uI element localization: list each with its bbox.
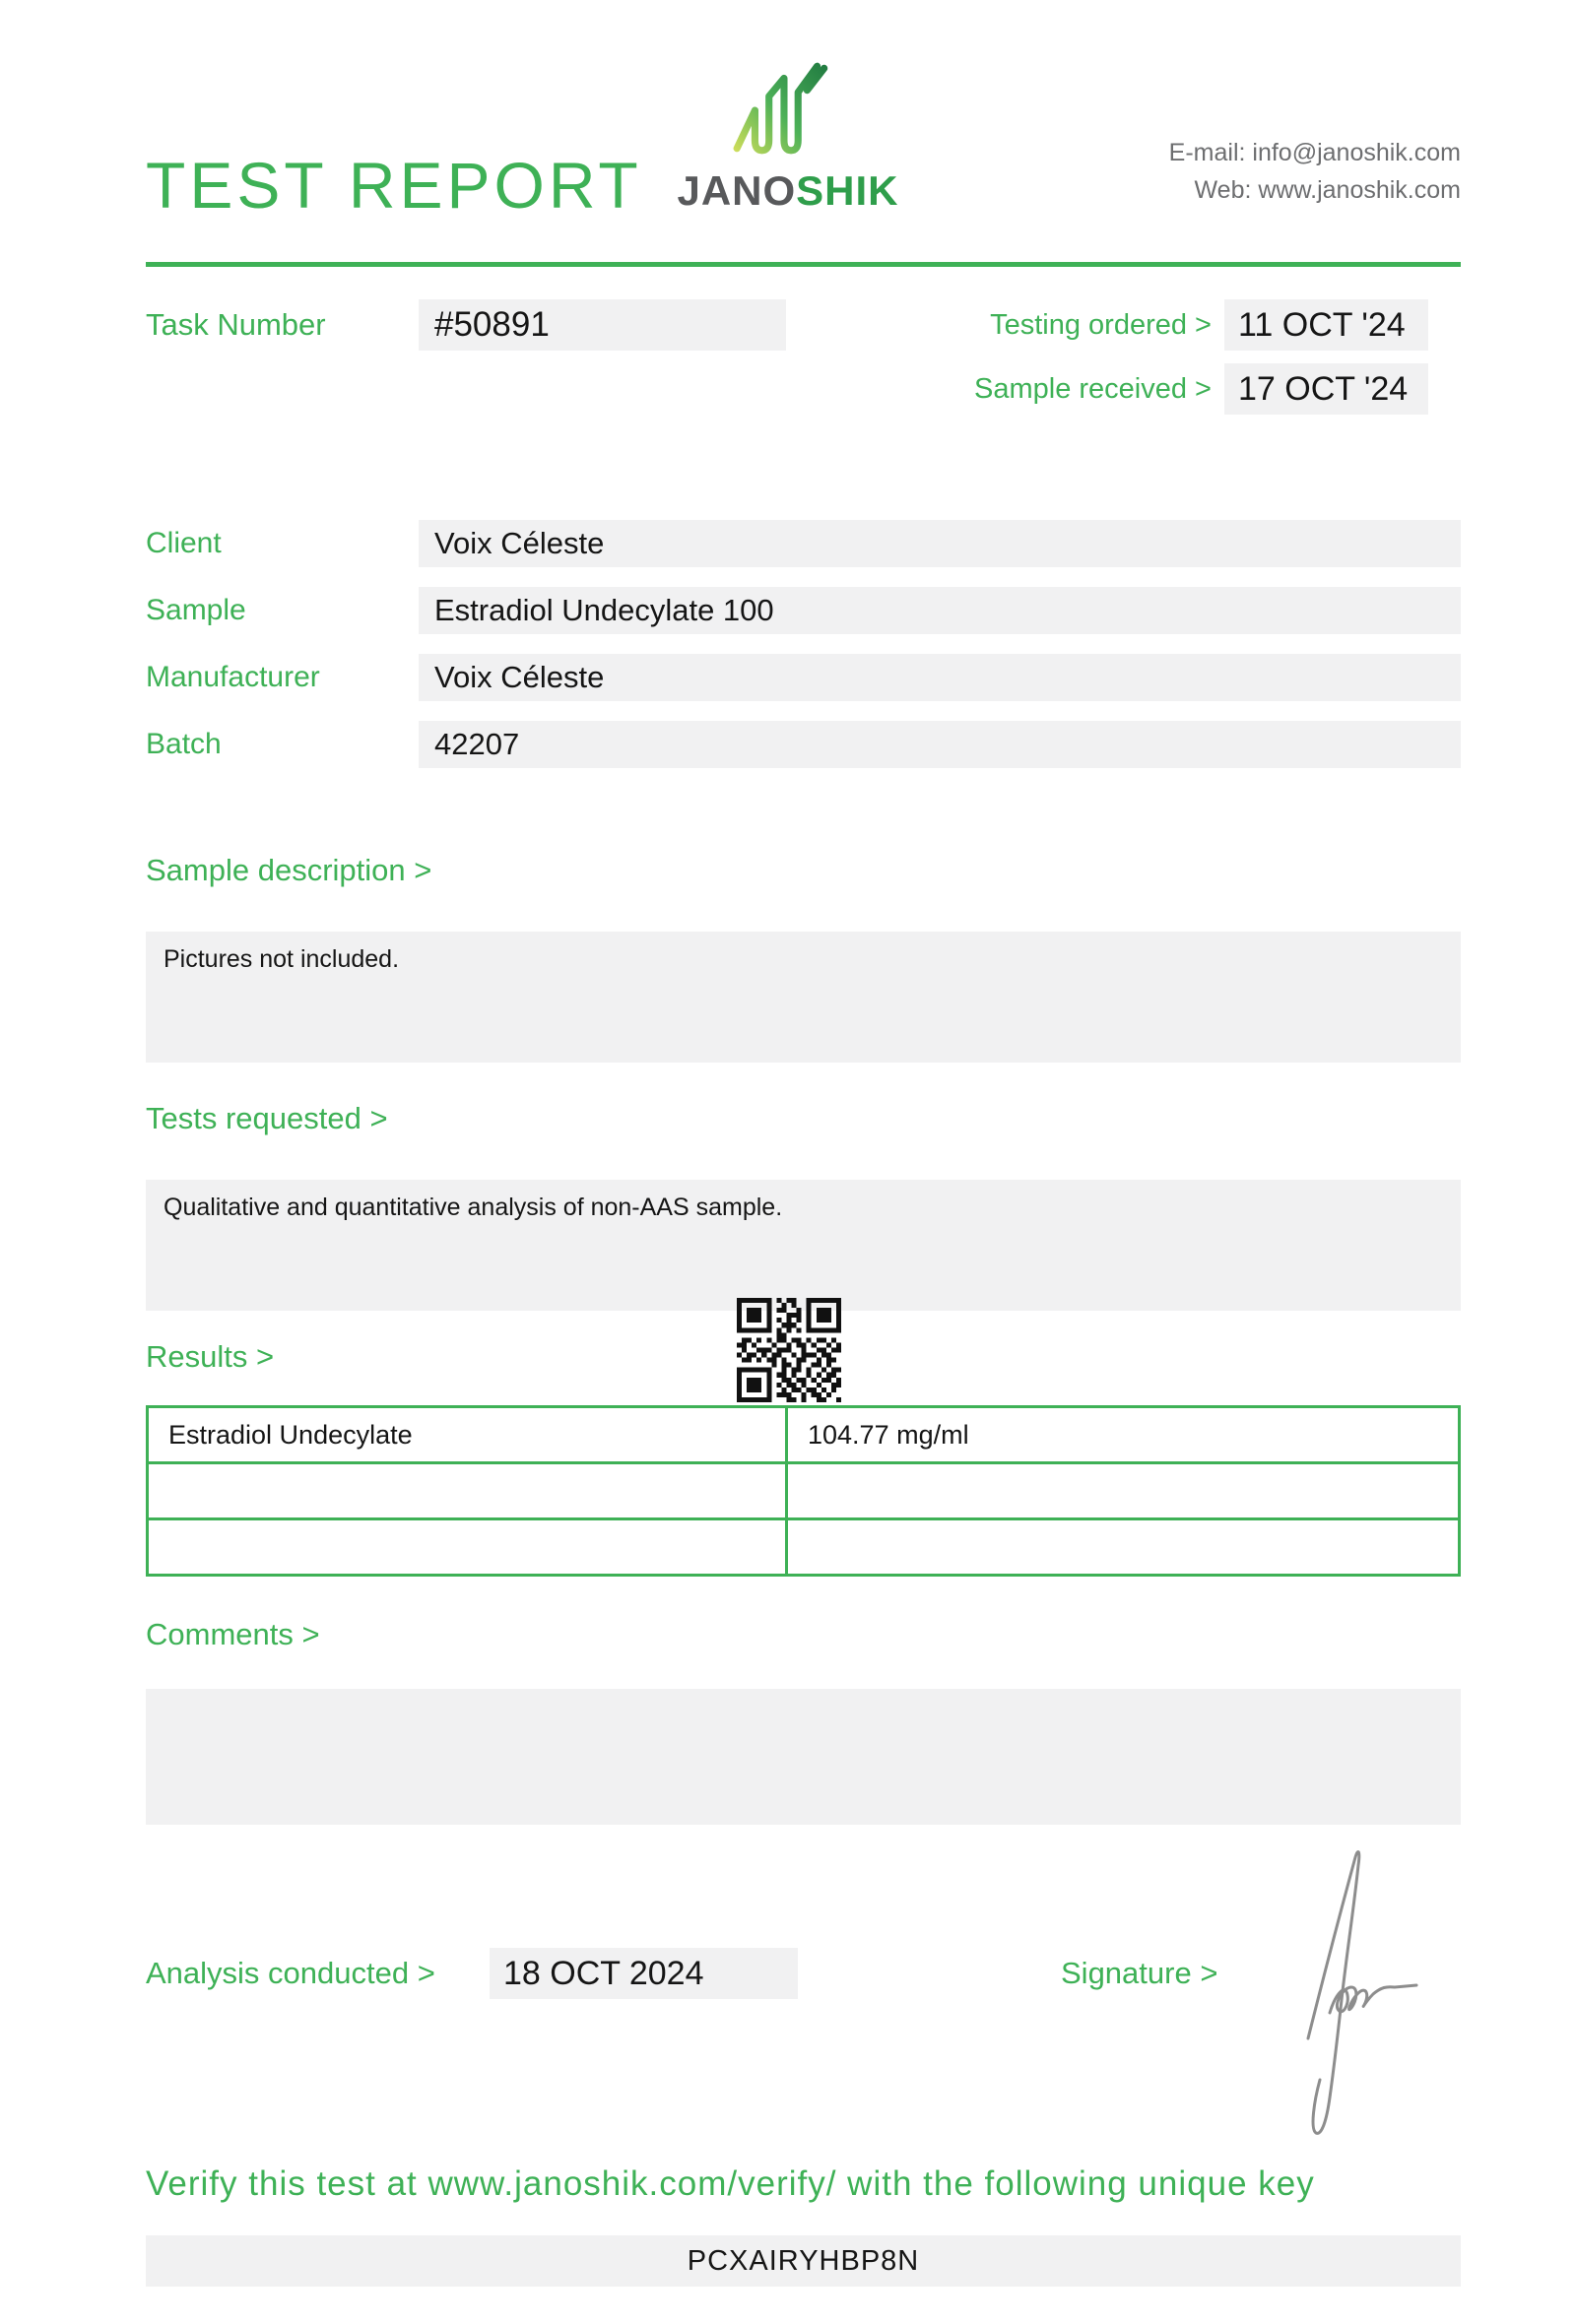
- email-line: E-mail: info@janoshik.com: [1168, 139, 1461, 166]
- sample-value: Estradiol Undecylate 100: [419, 587, 1461, 634]
- logo-wordmark: [640, 167, 936, 215]
- result-analyte: [148, 1519, 787, 1576]
- result-analyte: [148, 1463, 787, 1519]
- tests-requested-box: Qualitative and quantitative analysis of non-AAS sample.: [146, 1180, 1461, 1311]
- result-value: [787, 1463, 1460, 1519]
- sample-received-label: Sample received >: [974, 373, 1212, 405]
- contact-block: [1169, 134, 1461, 209]
- logo-jano: JANO: [677, 167, 797, 214]
- task-number-value: #50891: [419, 299, 786, 351]
- result-value: 104.77 mg/ml: [787, 1407, 1460, 1463]
- sample-description-box: Pictures not included.: [146, 932, 1461, 1063]
- client-value: Voix Céleste: [419, 520, 1461, 567]
- task-number-label: Task Number: [146, 307, 326, 342]
- web-line: Web: www.janoshik.com: [1194, 176, 1461, 204]
- table-row: [148, 1407, 1460, 1463]
- analysis-conducted-label: Analysis conducted >: [146, 1956, 435, 1990]
- manufacturer-label: Manufacturer: [146, 661, 320, 693]
- comments-box: [146, 1689, 1461, 1825]
- sample-description-heading: Sample description >: [146, 853, 432, 887]
- growth-chart-icon: [731, 57, 841, 160]
- sample-received-value: 17 OCT '24: [1224, 363, 1428, 415]
- results-table: [146, 1405, 1461, 1577]
- sample-label: Sample: [146, 594, 246, 626]
- testing-ordered-value: 11 OCT '24: [1224, 299, 1428, 351]
- result-analyte: Estradiol Undecylate: [148, 1407, 787, 1463]
- table-row: [148, 1519, 1460, 1576]
- logo-shik: SHIK: [796, 167, 899, 214]
- tests-requested-heading: Tests requested >: [146, 1101, 388, 1135]
- batch-value: 42207: [419, 721, 1461, 768]
- unique-key-value: PCXAIRYHBP8N: [146, 2235, 1461, 2287]
- qr-code: [737, 1298, 841, 1402]
- table-row: [148, 1463, 1460, 1519]
- page-title: TEST REPORT: [146, 149, 642, 222]
- results-heading: Results >: [146, 1339, 275, 1374]
- batch-label: Batch: [146, 728, 222, 760]
- analysis-conducted-value: 18 OCT 2024: [490, 1948, 798, 1999]
- verify-instruction: Verify this test at www.janoshik.com/verify/ with the following unique key: [146, 2164, 1315, 2203]
- signature-image: [1271, 1843, 1428, 2139]
- manufacturer-value: Voix Céleste: [419, 654, 1461, 701]
- comments-heading: Comments >: [146, 1617, 320, 1651]
- testing-ordered-label: Testing ordered >: [990, 309, 1212, 341]
- signature-label: Signature >: [1061, 1956, 1218, 1990]
- client-label: Client: [146, 527, 222, 559]
- header-divider: [146, 262, 1461, 267]
- result-value: [787, 1519, 1460, 1576]
